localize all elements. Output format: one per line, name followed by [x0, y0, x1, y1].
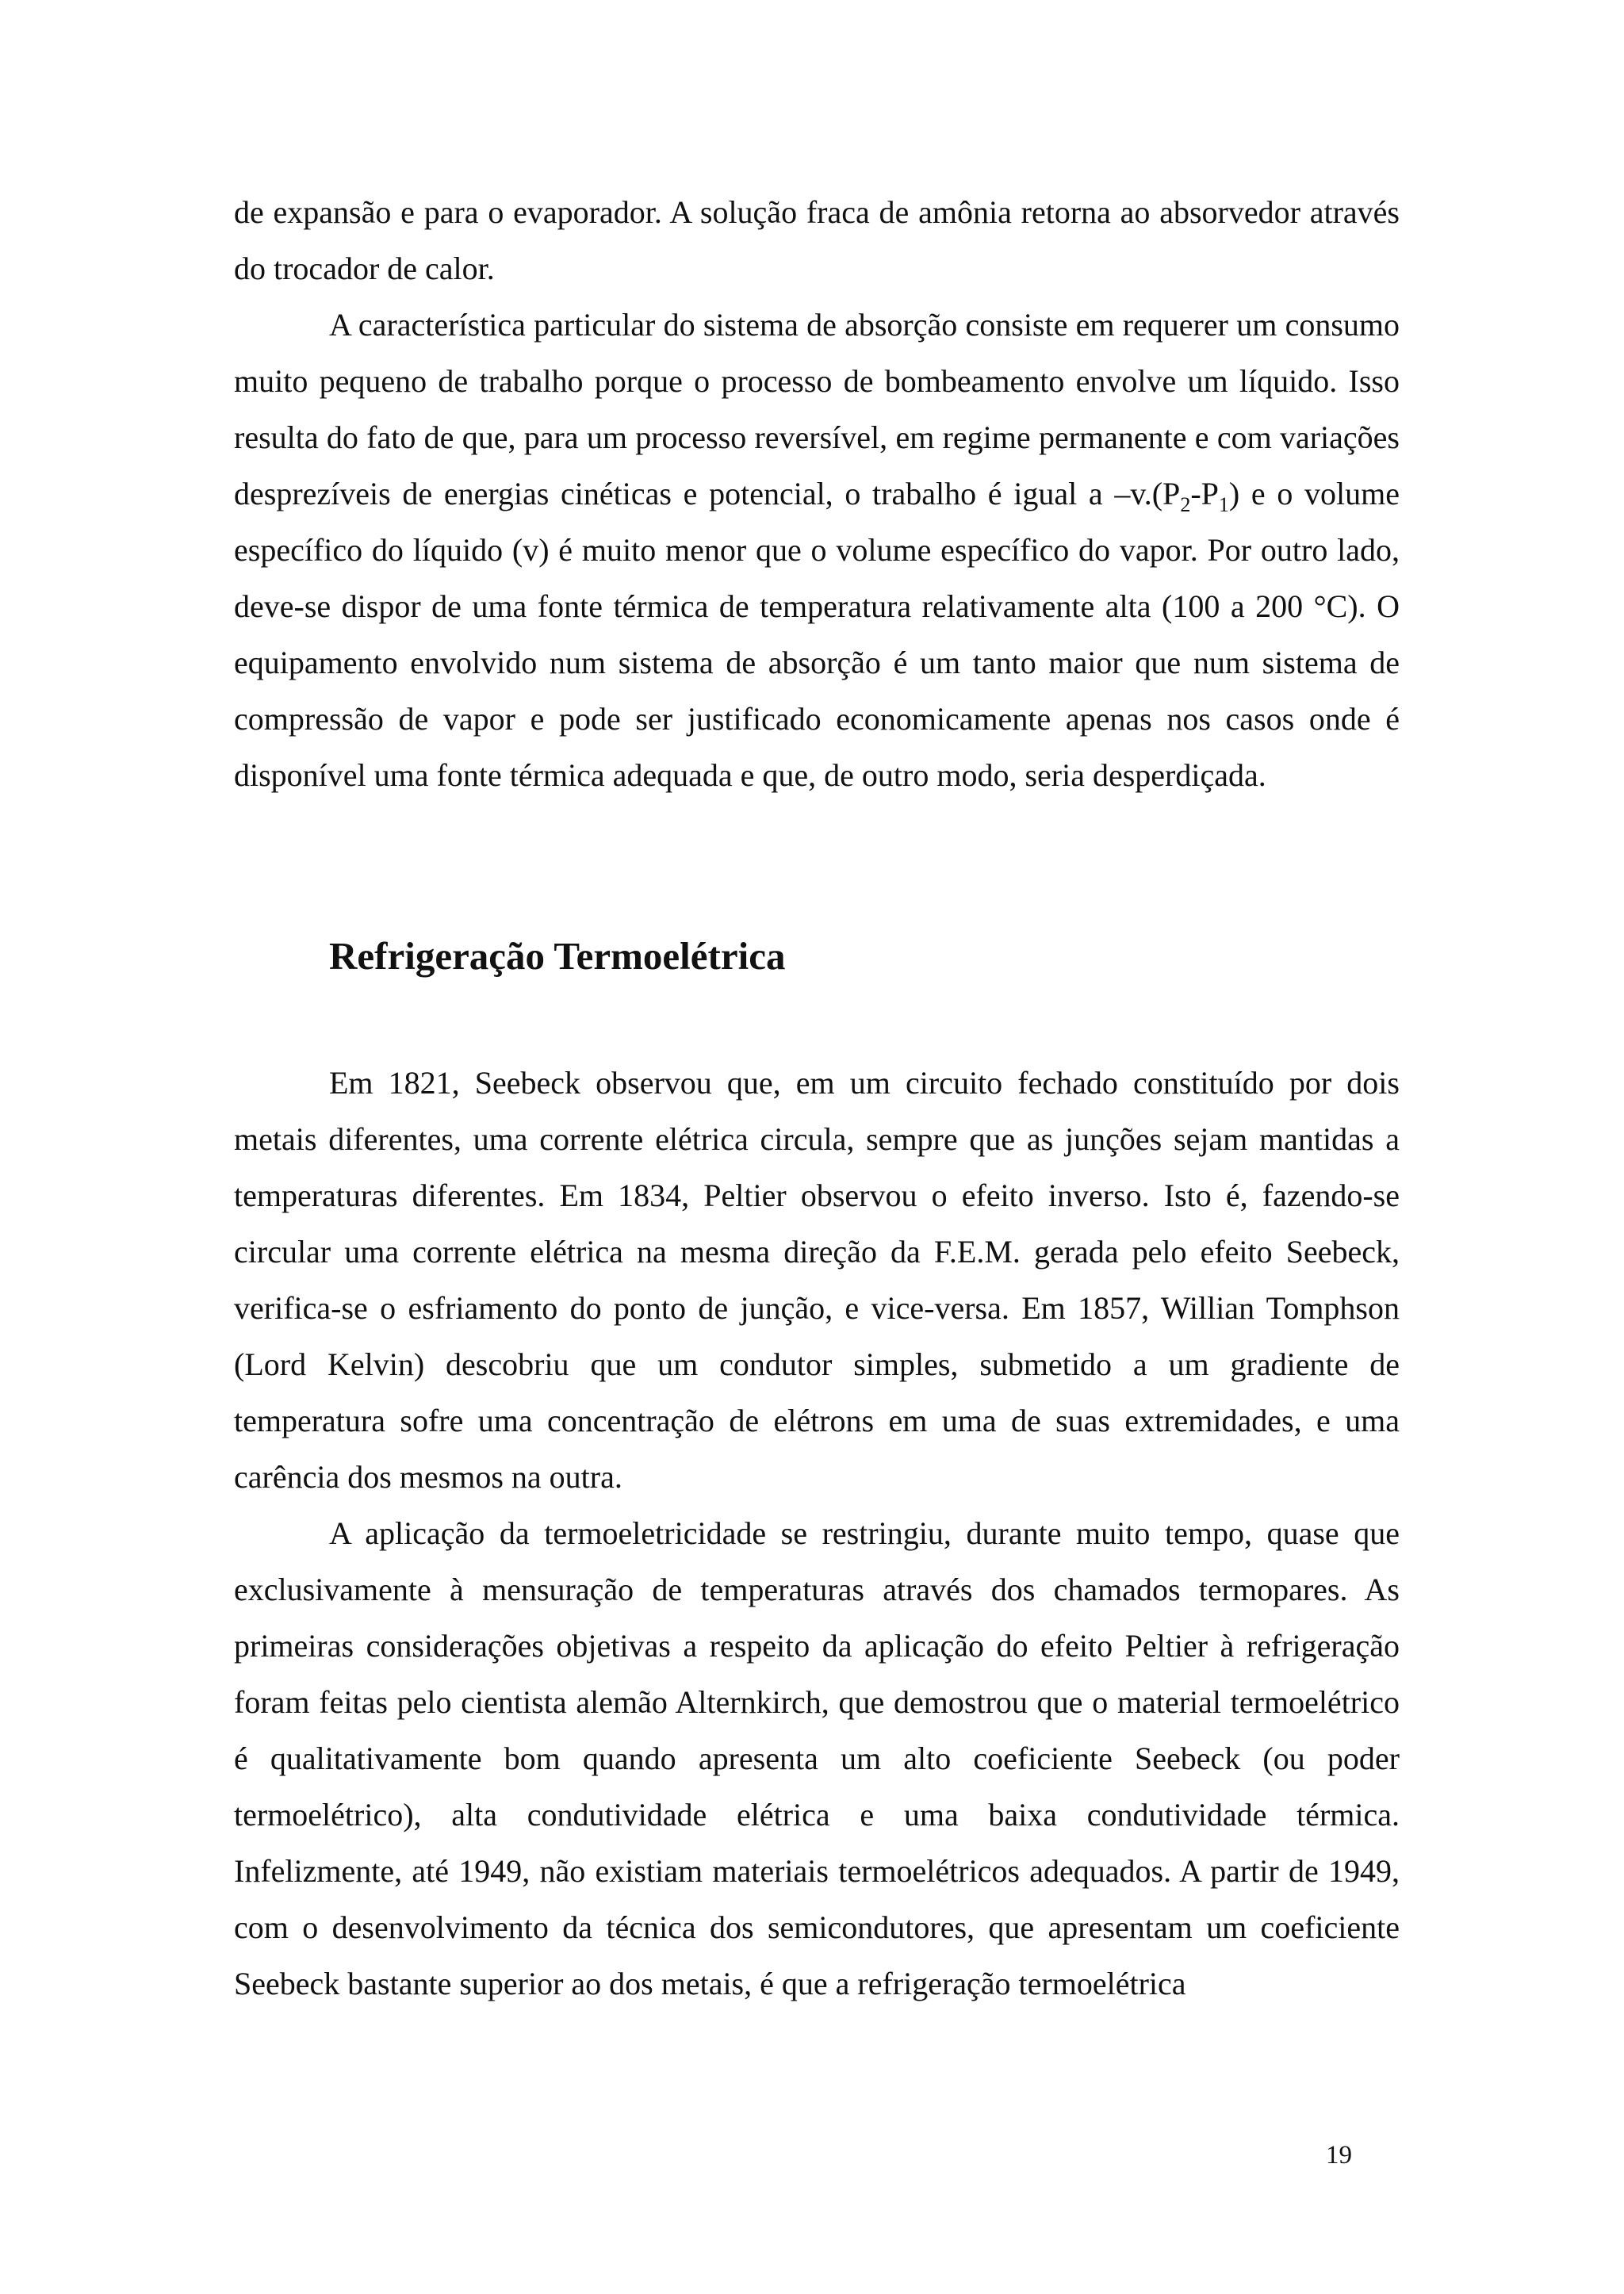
paragraph-text-part-a: A característica particular do sistema de absorção consiste em requerer um consumo muito pequeno de trabalho porque o processo de bombeamento envolve um líquido. Isso resulta do fato de que, para um processo reversível, em regime permanente e com variações desprezíveis de energias cinéticas e potencial, o trabalho é igual a –v.(P [234, 307, 1400, 511]
page-number: 19 [1326, 2141, 1352, 2170]
paragraph-history: Em 1821, Seebeck observou que, em um circuito fechado constituído por dois metais diferentes, uma corrente elétrica circula, sempre que as junções sejam mantidas a temperaturas diferentes. Em 1834, Peltier observou o efeito inverso. Isto é, fazendo-se circular uma corrente elétrica na mesma direção da F.E.M. gerada pelo efeito Seebeck, verifica-se o esfriamento do ponto de junção, e vice-versa. Em 1857, Willian Tomphson (Lord Kelvin) descobriu que um condutor simples, submetido a um gradiente de temperatura sofre uma concentração de elétrons em uma de suas extremidades, e uma carência dos mesmos na outra. [234, 1065, 1400, 1495]
paragraph-text-part-b: -P [1190, 476, 1219, 511]
paragraph-application: A aplicação da termoeletricidade se restringiu, durante muito tempo, quase que exclusivamente à mensuração de temperaturas através dos chamados termopares. As primeiras considerações objetivas a respeito da aplicação do efeito Peltier à refrigeração foram feitas pelo cientista alemão Alternkirch, que demostrou que o material termoelétrico é qualitativamente bom quando apresenta um alto coeficiente Seebeck (ou poder termoelétrico), alta condutividade elétrica e uma baixa condutividade térmica. Infelizmente, até 1949, não existiam materiais termoelétricos adequados. A partir de 1949, com o desenvolvimento da técnica dos semicondutores, que apresentam um coeficiente Seebeck bastante superior ao dos metais, é que a refrigeração termoelétrica [234, 1515, 1400, 2001]
paragraph-continuation: de expansão e para o evaporador. A solução fraca de amônia retorna ao absorvedor através do trocador de calor. [234, 194, 1400, 286]
body-text-top [234, 184, 1400, 803]
paragraph-absorption-characteristics [234, 297, 1400, 803]
subscript-1: 1 [1218, 493, 1229, 516]
paragraph-text-part-c: ) e o volume específico do líquido (v) é muito menor que o volume específico do vapor. Por outro lado, deve-se dispor de uma fonte térmica de temperatura relativamente alta (100 a 200 °C). O equipamento envolvido num sistema de absorção é um tanto maior que num sistema de compressão de vapor e pode ser justificado economicamente apenas nos casos onde é disponível uma fonte térmica adequada e que, de outro modo, seria desperdiçada. [234, 476, 1400, 793]
section-heading: Refrigeração Termoelétrica [329, 934, 786, 978]
body-text-bottom [234, 1055, 1400, 2012]
subscript-2: 2 [1180, 493, 1191, 516]
